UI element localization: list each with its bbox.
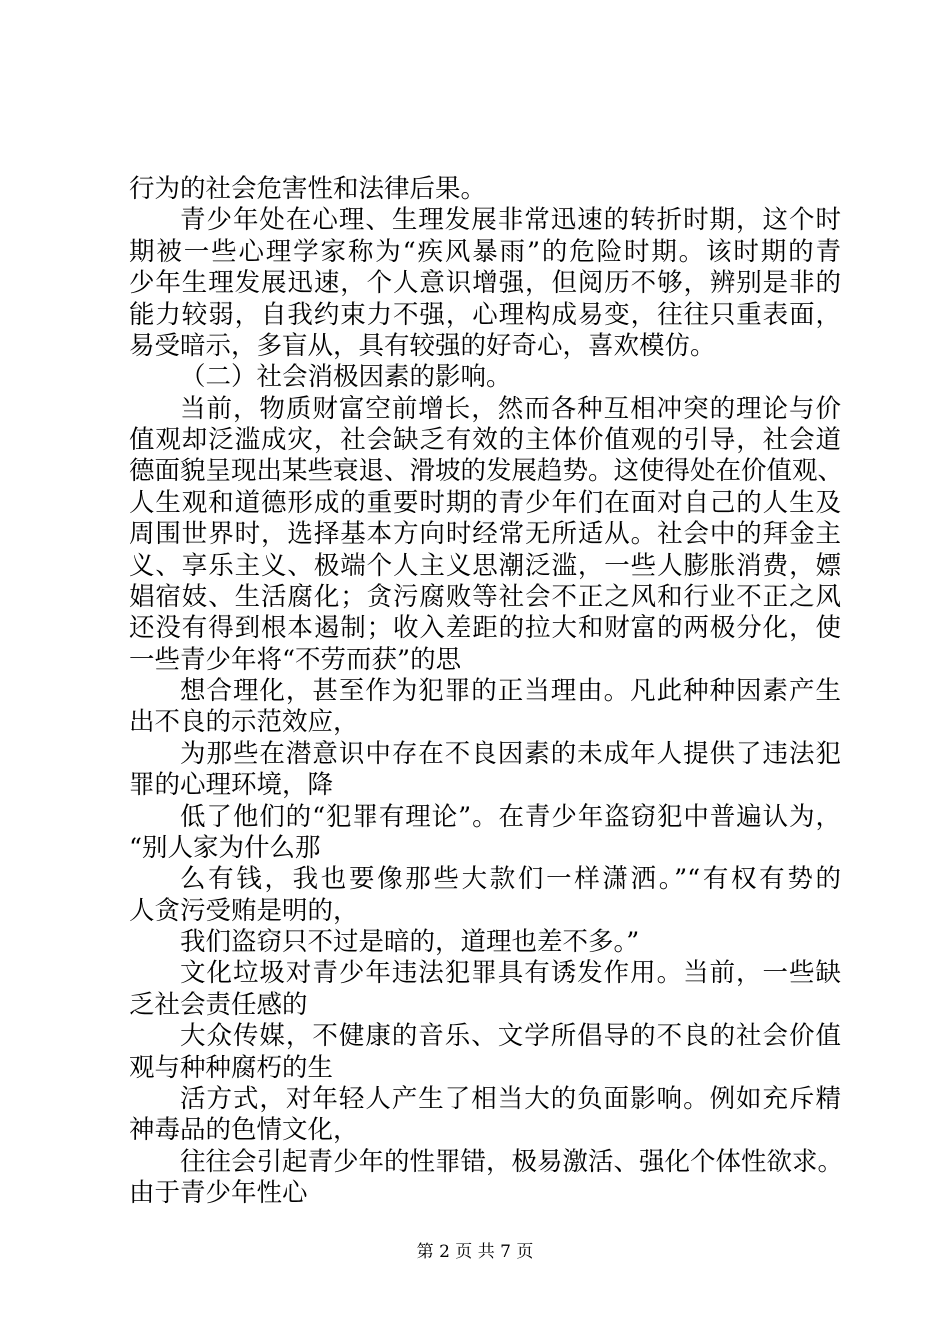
text-line: “别人家为什么那	[129, 833, 321, 863]
text-line: 出不良的示范效应，	[129, 707, 359, 737]
text-line: 还没有得到根本遏制；收入差距的拉大和财富的两极分化，使	[129, 613, 841, 643]
text-line: 期被一些心理学家称为“疾风暴雨”的危险时期。该时期的青	[129, 237, 841, 267]
text-line: 人生观和道德形成的重要时期的青少年们在面对自己的人生及	[129, 488, 841, 518]
text-line: 乏社会责任感的	[129, 990, 308, 1020]
text-line: 为那些在潜意识中存在不良因素的未成年人提供了违法犯	[180, 739, 841, 769]
page-footer: 第 2 页 共 7 页	[416, 1242, 534, 1262]
text-line: 文化垃圾对青少年违法犯罪具有诱发作用。当前，一些缺	[180, 958, 841, 988]
text-line: 罪的心理环境，降	[129, 770, 334, 800]
text-line: 往往会引起青少年的性罪错，极易激活、强化个体性欲求。	[180, 1147, 844, 1177]
text-line: 观与种种腐朽的生	[129, 1053, 334, 1083]
text-line: 大众传媒，不健康的音乐、文学所倡导的不良的社会价值	[180, 1021, 841, 1051]
text-line: 能力较弱，自我约束力不强，心理构成易变，往往只重表面，	[129, 300, 841, 330]
text-line: 一些青少年将“不劳而获”的思	[129, 645, 462, 675]
text-line: 德面貌呈现出某些衰退、滑坡的发展趋势。这使得处在价值观、	[129, 456, 844, 486]
text-line: 想合理化，甚至作为犯罪的正当理由。凡此种种因素产生	[180, 676, 841, 706]
text-line: 当前，物质财富空前增长，然而各种互相冲突的理论与价	[180, 394, 841, 424]
text-line: 我们盗窃只不过是暗的，道理也差不多。”	[180, 927, 640, 957]
text-line: 义、享乐主义、极端个人主义思潮泛滥，一些人膨胀消费，嫖	[129, 551, 841, 581]
text-line: 青少年处在心理、生理发展非常迅速的转折时期，这个时	[180, 205, 841, 235]
text-line: 易受暗示，多盲从，具有较强的好奇心，喜欢模仿。	[129, 331, 716, 361]
text-line: 娼宿妓、生活腐化；贪污腐败等社会不正之风和行业不正之风	[129, 582, 841, 612]
text-line: 周围世界时，选择基本方向时经常无所适从。社会中的拜金主	[129, 519, 841, 549]
text-line: 神毒品的色情文化，	[129, 1115, 359, 1145]
text-line: 活方式，对年轻人产生了相当大的负面影响。例如充斥精	[180, 1084, 841, 1114]
text-line: 少年生理发展迅速，个人意识增强，但阅历不够，辨别是非的	[129, 268, 841, 298]
section-heading: （二）社会消极因素的影响。	[180, 362, 512, 392]
text-line: 行为的社会危害性和法律后果。	[129, 174, 487, 204]
text-line: 低了他们的“犯罪有理论”。在青少年盗窃犯中普遍认为，	[180, 802, 841, 832]
text-line: 值观却泛滥成灾，社会缺乏有效的主体价值观的引导，社会道	[129, 425, 841, 455]
text-line: 么有钱，我也要像那些大款们一样潇洒。”“有权有势的	[180, 864, 841, 894]
text-line: 人贪污受贿是明的，	[129, 896, 359, 926]
text-line: 由于青少年性心	[129, 1178, 308, 1208]
